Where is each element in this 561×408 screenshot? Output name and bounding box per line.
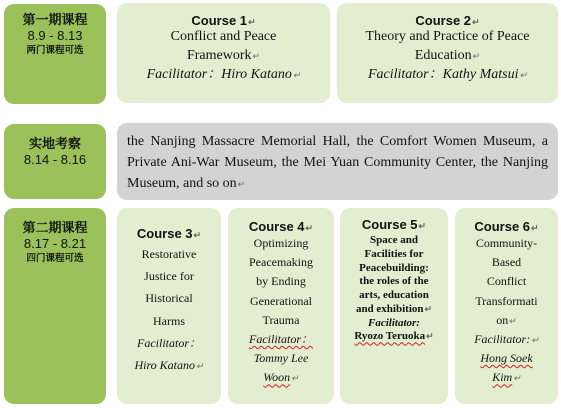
course1-card [117, 3, 330, 103]
course5-facilitator-label: Facilitator: [368, 316, 420, 329]
course5-line3: Peacebuilding: [359, 261, 429, 274]
course5-line5: arts, education [359, 289, 429, 301]
phase1-note: 两门课程可选 [26, 44, 84, 56]
paragraph-mark: ↵ [193, 230, 202, 240]
course3-number: Course 3 [136, 226, 193, 241]
course5-line1: Space and [370, 234, 418, 246]
course4-line4: Generational [250, 293, 312, 308]
paragraph-mark: ↵ [252, 50, 261, 61]
paragraph-mark: ↵ [305, 223, 314, 233]
paragraph-mark: ↵ [519, 69, 528, 80]
course5-card [340, 208, 448, 404]
course6-facilitator-name1: Hong Soek [480, 351, 533, 366]
course3-card [117, 208, 221, 404]
paragraph-mark: ↵ [531, 334, 539, 345]
paragraph-mark: ↵ [472, 50, 481, 61]
course3-facilitator-label: Facilitator： [137, 335, 201, 350]
course4-facilitator-label: Facilitator： [249, 331, 313, 346]
paragraph-mark: ↵ [237, 179, 246, 189]
phase2-note: 四门课程可选 [26, 252, 84, 264]
course4-facilitator-name2: Woon [263, 370, 291, 385]
phase2-title: 第二期课程 [22, 220, 88, 235]
visit-sites-text: the Nanjing Massacre Memorial Hall, the Comfort Women Museum, a Private Ani-War Museum, the Mei Yuan Community Center, the Nanjing Museum, and so on [127, 134, 548, 191]
paragraph-mark: ↵ [513, 373, 521, 384]
paragraph-mark: ↵ [291, 373, 299, 384]
phase2-dates: 8.17 - 8.21 [23, 236, 87, 252]
course2-title-line1: Theory and Practice of Peace [365, 29, 530, 44]
course6-facilitator-name2: Kim [492, 370, 513, 385]
course4-facilitator-name1: Tommy Lee [253, 351, 309, 366]
course6-line4: Transformati [475, 293, 538, 308]
course4-line1: Optimizing [253, 236, 309, 250]
paragraph-mark: ↵ [509, 315, 517, 326]
course3-line1: Restorative [141, 247, 197, 261]
course4-line2: Peacemaking [249, 255, 313, 270]
course6-number: Course 6 [474, 219, 531, 234]
course1-title-line2: Framework [186, 47, 252, 63]
phase1-title: 第一期课程 [22, 12, 88, 27]
course5-line6: and exhibition [355, 302, 424, 315]
course6-line5: on [496, 312, 509, 327]
course2-facilitator: Facilitator：Kathy Matsui [367, 66, 519, 82]
course1-title-line1: Conflict and Peace [170, 29, 277, 44]
course2-number: Course 2 [415, 13, 472, 28]
phase1-dates: 8.9 - 8.13 [27, 28, 83, 44]
paragraph-mark: ↵ [426, 331, 434, 342]
paragraph-mark: ↵ [292, 69, 301, 80]
course6-facilitator-label: Facilitator: [474, 331, 531, 346]
course4-line5: Trauma [262, 312, 300, 327]
course4-card [228, 208, 334, 404]
course3-line3: Historical [145, 291, 193, 306]
course6-card [455, 208, 558, 404]
course2-title-line2: Education [414, 47, 472, 63]
course4-number: Course 4 [248, 219, 305, 234]
course5-number: Course 5 [361, 217, 418, 232]
paragraph-mark: ↵ [472, 17, 480, 27]
course3-facilitator-name: Hiro Katano [134, 357, 195, 372]
phase1-label [4, 4, 106, 104]
paragraph-mark: ↵ [196, 360, 204, 371]
paragraph-mark: ↵ [424, 303, 433, 314]
course3-line4: Harms [153, 313, 185, 328]
paragraph-mark: ↵ [248, 17, 256, 27]
visit-sites-card [117, 123, 558, 200]
phase2-label [4, 208, 106, 404]
paragraph-mark: ↵ [418, 221, 427, 231]
visit-label [4, 124, 106, 199]
paragraph-mark: ↵ [531, 223, 539, 233]
course5-line4: the roles of the [359, 275, 429, 288]
course1-number: Course 1 [191, 13, 248, 28]
visit-title: 实地考察 [28, 136, 81, 151]
course5-facilitator-name: Ryozo Teruoka [354, 330, 426, 343]
course1-facilitator: Facilitator：Hiro Katano [146, 66, 292, 82]
course6-line3: Conflict [486, 274, 527, 289]
course4-line3: by Ending [256, 274, 306, 289]
course6-line2: Based [491, 255, 522, 270]
visit-dates: 8.14 - 8.16 [23, 152, 87, 168]
course2-card [337, 3, 558, 103]
course3-line2: Justice for [144, 269, 194, 284]
course5-line2: Facilities for [364, 247, 424, 260]
course6-line1: Community- [475, 236, 538, 250]
